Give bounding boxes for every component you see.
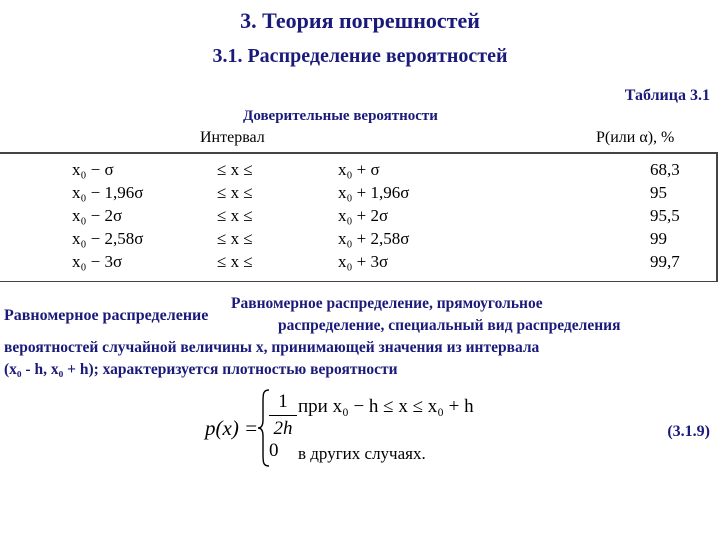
- probability-value: 95: [650, 183, 667, 202]
- definition-line-3: вероятностей случайной величины x, принимающей значения из интервала: [4, 339, 540, 356]
- interval-inequality: ≤ x ≤: [217, 229, 253, 248]
- formula-condition-interval: при x₀ − h ≤ x ≤ x₀ + h: [298, 396, 474, 417]
- fraction-bar: [269, 415, 297, 416]
- interval-lower: x₀ − 1,96σ: [72, 183, 144, 202]
- table-row: [0, 229, 718, 252]
- probability-value: 99,7: [650, 252, 680, 271]
- interval-inequality: ≤ x ≤: [217, 183, 253, 202]
- table-row: [0, 183, 718, 206]
- density-formula: [205, 388, 475, 468]
- probability-value: 95,5: [650, 206, 680, 225]
- definition-line-4: (x₀ - h, x₀ + h); характеризуется плотностью вероятности: [4, 361, 398, 378]
- section-subtitle: 3.1. Распределение вероятностей: [212, 45, 508, 67]
- term-label: Равномерное распределение: [4, 307, 209, 324]
- table-row: [0, 206, 718, 229]
- interval-upper: x₀ + 3σ: [338, 252, 389, 271]
- fraction-denominator: 2h: [273, 418, 293, 439]
- formula-lhs: p(x) =: [205, 416, 259, 440]
- table-row: [0, 160, 718, 183]
- definition-line-1: Равномерное распределение, прямоугольное: [231, 295, 543, 312]
- formula-zero-case: 0: [269, 440, 279, 461]
- page-title: 3. Теория погрешностей: [240, 8, 480, 33]
- interval-lower: x₀ − 3σ: [72, 252, 123, 271]
- table-caption: Доверительные вероятности: [243, 108, 438, 124]
- interval-lower: x₀ − σ: [72, 160, 114, 179]
- interval-lower: x₀ − 2σ: [72, 206, 123, 225]
- interval-upper: x₀ + 2σ: [338, 206, 389, 225]
- probability-value: 68,3: [650, 160, 680, 179]
- probability-value: 99: [650, 229, 667, 248]
- interval-inequality: ≤ x ≤: [217, 252, 253, 271]
- interval-inequality: ≤ x ≤: [217, 206, 253, 225]
- table-row: [0, 252, 718, 275]
- definition-line-2: распределение, специальный вид распределения: [278, 317, 621, 334]
- equation-number: (3.1.9): [667, 423, 710, 440]
- formula-condition-other: в других случаях.: [298, 444, 426, 463]
- formula-fraction: [269, 390, 297, 441]
- interval-upper: x₀ + 2,58σ: [338, 229, 410, 248]
- column-header-interval: Интервал: [200, 129, 265, 146]
- confidence-table: [0, 152, 718, 282]
- table-number: Таблица 3.1: [624, 87, 710, 104]
- interval-upper: x₀ + σ: [338, 160, 380, 179]
- interval-lower: x₀ − 2,58σ: [72, 229, 144, 248]
- column-header-probability: Р(или α), %: [596, 129, 675, 146]
- interval-upper: x₀ + 1,96σ: [338, 183, 410, 202]
- interval-inequality: ≤ x ≤: [217, 160, 253, 179]
- fraction-numerator: 1: [278, 391, 288, 412]
